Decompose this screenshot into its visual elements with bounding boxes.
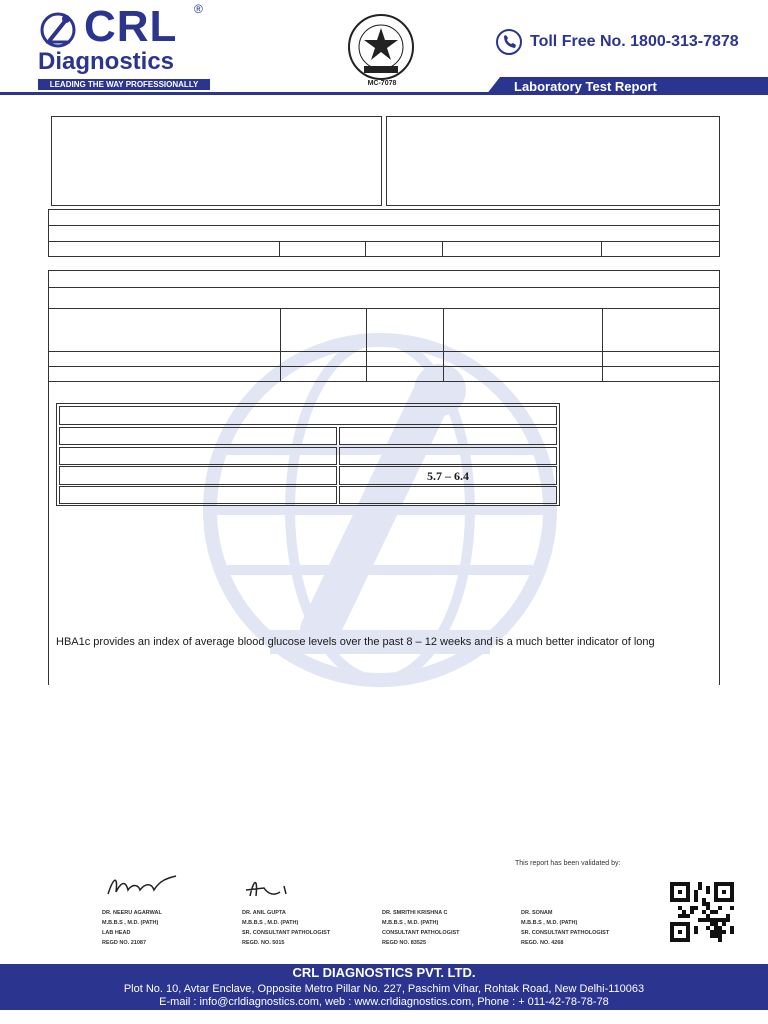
signatory-sonam: DR. SONAM M.B.B.S , M.D. (PATH) SR. CONSULTANT PATHOLOGIST REGD. NO. 4268 — [521, 910, 610, 946]
microscope-logo-icon — [36, 10, 80, 48]
column-header-cell — [602, 308, 720, 352]
reference-range-table — [56, 403, 560, 506]
logo-subtitle: Diagnostics — [38, 48, 175, 75]
table-cell — [339, 486, 557, 504]
phone-icon — [495, 28, 523, 56]
table-cell — [602, 366, 720, 382]
table-cell — [443, 366, 603, 382]
report-title: Laboratory Test Report — [514, 79, 657, 94]
qr-code-icon[interactable] — [670, 882, 734, 942]
logo-text: CRL — [84, 2, 178, 51]
table-row — [48, 270, 720, 288]
hba1c-note: HBA1c provides an index of average blood glucose levels over the past 8 – 12 weeks and is a much better indicator of long — [56, 636, 655, 648]
table-row — [59, 406, 557, 425]
signatory-neeru-agarwal: DR. NEERU AGARWAL M.B.B.S , M.D. (PATH) LAB HEAD REGD NO. 21087 — [102, 910, 162, 946]
test-header-table — [48, 209, 720, 257]
sample-info-box — [386, 116, 720, 206]
footer-address: Plot No. 10, Avtar Enclave, Opposite Metro Pillar No. 227, Paschim Vihar, Rohtak Road, New Delhi-110063 — [123, 983, 645, 995]
column-header-cell — [443, 308, 603, 352]
signatory-smrithi-krishna: DR. SMRITHI KRISHNA C M.B.B.S , M.D. (PATH) CONSULTANT PATHOLOGIST REGD NO. 83525 — [382, 910, 460, 946]
toll-free-number: Toll Free No. 1800-313-7878 — [530, 33, 739, 50]
table-cell — [48, 351, 281, 367]
accreditation-code: MC-7078 — [367, 80, 397, 87]
table-cell — [442, 241, 602, 257]
table-cell — [339, 447, 557, 465]
accreditation-seal-icon — [346, 12, 416, 82]
table-row — [48, 287, 720, 309]
table-cell — [280, 351, 367, 367]
column-header-cell — [280, 308, 367, 352]
signatory-anil-gupta: DR. ANIL GUPTA M.B.B.S , M.D. (PATH) SR. CONSULTANT PATHOLOGIST REGD. NO. 5015 — [242, 910, 331, 946]
patient-info-box — [51, 116, 382, 206]
table-cell — [443, 351, 603, 367]
table-cell — [280, 366, 367, 382]
table-cell — [48, 241, 280, 257]
table-cell — [339, 427, 557, 445]
column-header-cell — [48, 308, 281, 352]
column-header-cell — [366, 308, 444, 352]
table-cell — [48, 366, 281, 382]
logo-tagline: LEADING THE WAY PROFESSIONALLY — [38, 79, 210, 90]
table-cell — [366, 366, 444, 382]
footer-company-name: CRL DIAGNOSTICS PVT. LTD. — [292, 965, 476, 980]
table-cell — [59, 486, 337, 504]
signature-icon — [104, 870, 180, 900]
table-cell — [59, 427, 337, 445]
table-row — [48, 209, 720, 226]
signature-icon — [240, 874, 292, 900]
reference-range-value: 5.7 – 6.4 — [339, 466, 557, 485]
footer-contact: E-mail : info@crldiagnostics.com, web : www.crldiagnostics.com, Phone : + 011-42-78-78-78 — [159, 996, 609, 1008]
table-cell — [365, 241, 443, 257]
table-cell — [601, 241, 720, 257]
table-cell — [59, 466, 337, 485]
logo-registered-mark: ® — [194, 2, 203, 16]
table-row — [48, 225, 720, 242]
table-cell — [59, 447, 337, 465]
table-cell — [602, 351, 720, 367]
table-cell — [366, 351, 444, 367]
validation-statement: This report has been validated by: — [515, 860, 621, 867]
table-cell — [279, 241, 366, 257]
